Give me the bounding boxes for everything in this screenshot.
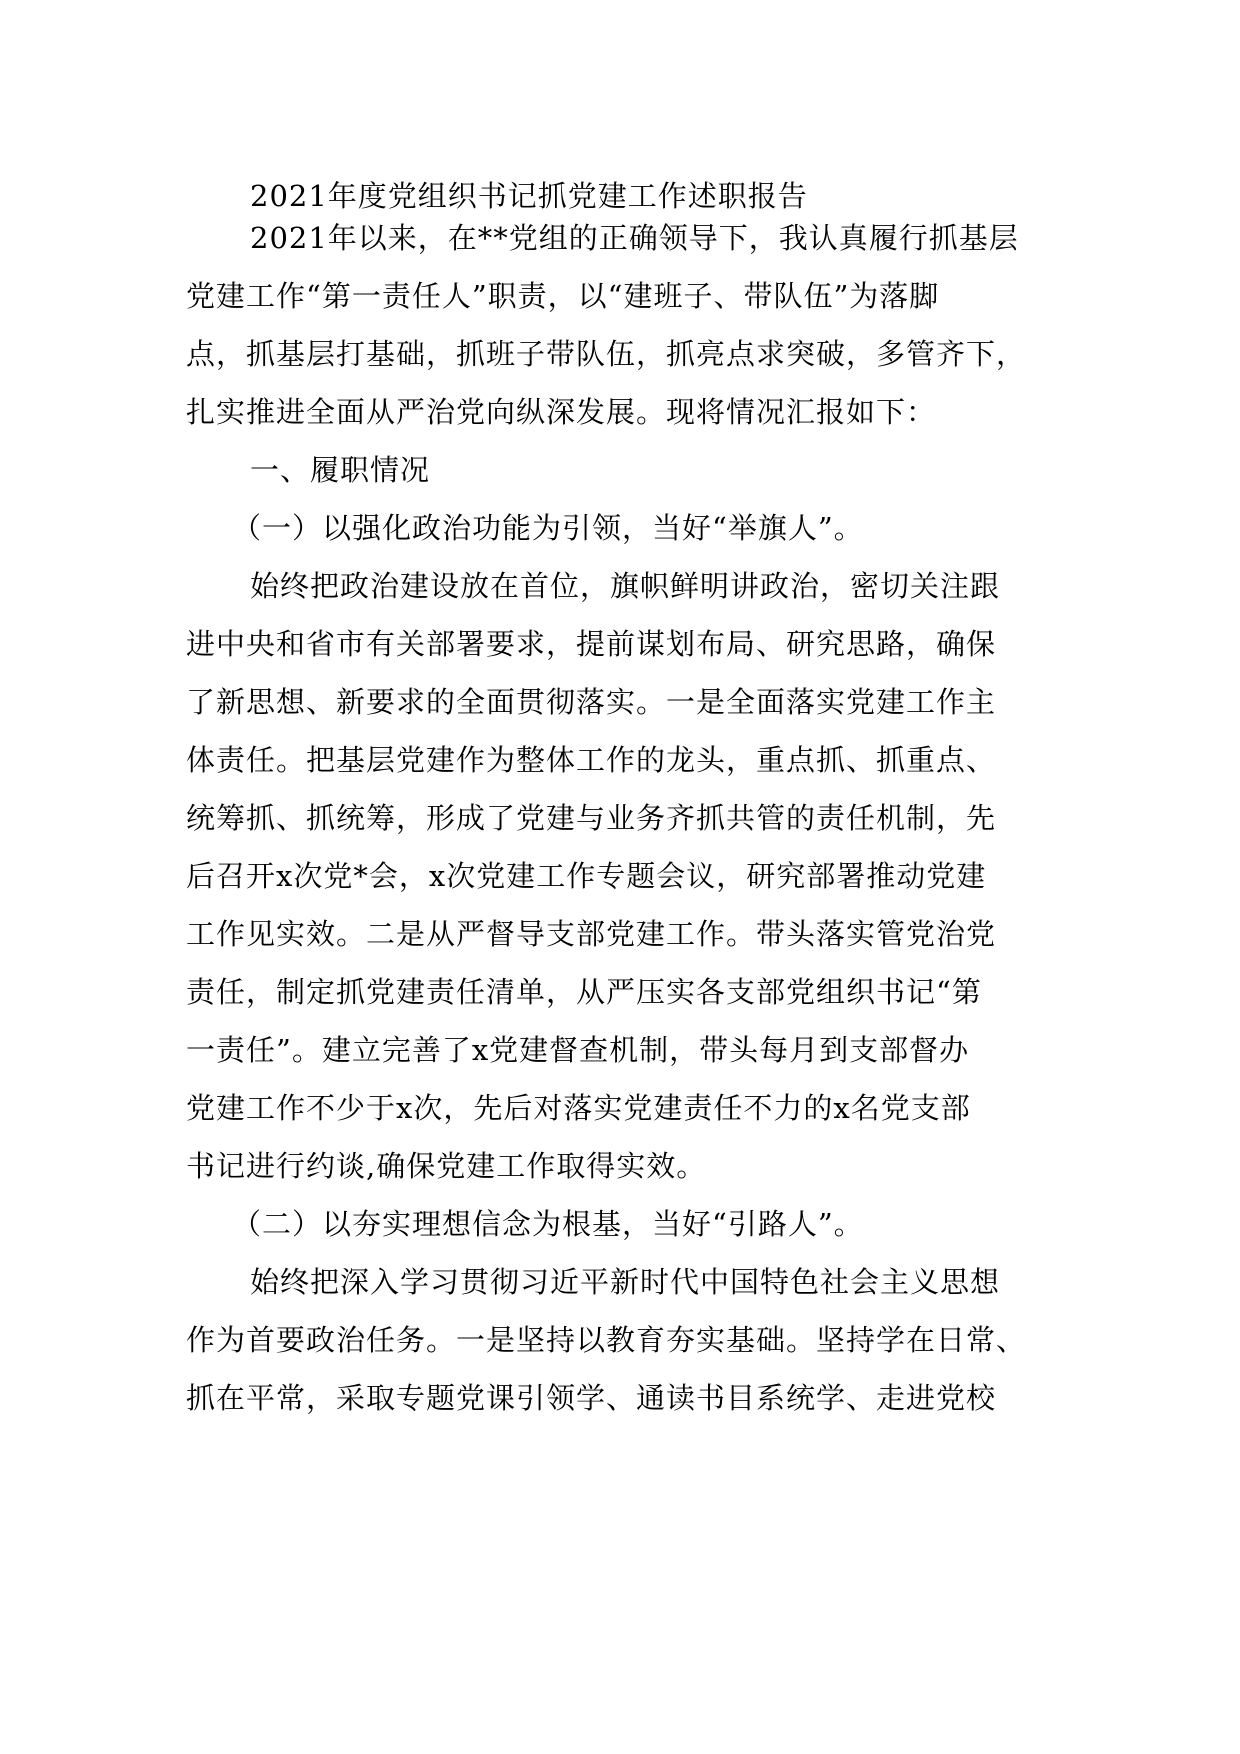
paragraph-line: 后召开x次党*会，x次党建工作专题会议，研究部署推动党建	[186, 859, 987, 893]
paragraph-line: 进中央和省市有关部署要求，提前谋划布局、研究思路，确保	[186, 627, 997, 661]
paragraph-line: 书记进行约谈,确保党建工作取得实效。	[186, 1149, 707, 1183]
paragraph-line: 点，抓基层打基础，抓班子带队伍，抓亮点求突破，多管齐下，	[186, 337, 1027, 371]
subsection-heading: （二）以夯实理想信念为根基，当好“引路人”。	[232, 1207, 864, 1241]
paragraph-line: 党建工作不少于x次，先后对落实党建责任不力的x名党支部	[186, 1091, 971, 1125]
paragraph-line: 始终把政治建设放在首位，旗帜鲜明讲政治，密切关注跟	[250, 569, 1001, 603]
paragraph-line: 了新思想、新要求的全面贯彻落实。一是全面落实党建工作主	[186, 685, 997, 719]
paragraph-line: 统筹抓、抓统筹，形成了党建与业务齐抓共管的责任机制，先	[186, 801, 997, 835]
subsection-heading: （一）以强化政治功能为引领，当好“举旗人”。	[232, 511, 864, 545]
paragraph-line: 党建工作“第一责任人”职责，以“建班子、带队伍”为落脚	[186, 279, 940, 313]
section-heading: 一、履职情况	[250, 453, 431, 487]
paragraph-line: 工作见实效。二是从严督导支部党建工作。带头落实管党治党	[186, 917, 997, 951]
paragraph-line: 作为首要政治任务。一是坚持以教育夯实基础。坚持学在日常、	[186, 1323, 1027, 1357]
paragraph-line: 抓在平常，采取专题党课引领学、通读书目系统学、走进党校	[186, 1381, 997, 1415]
paragraph-line: 2021年以来，在**党组的正确领导下，我认真履行抓基层	[250, 221, 1019, 255]
paragraph-line: 扎实推进全面从严治党向纵深发展。现将情况汇报如下：	[186, 395, 937, 429]
paragraph-line: 体责任。把基层党建作为整体工作的龙头，重点抓、抓重点、	[186, 743, 997, 777]
paragraph-line: 责任，制定抓党建责任清单，从严压实各支部党组织书记“第	[186, 975, 982, 1009]
paragraph-line: 一责任”。建立完善了x党建督查机制，带头每月到支部督办	[186, 1033, 970, 1067]
document-title: 2021年度党组织书记抓党建工作述职报告	[250, 179, 808, 213]
paragraph-line: 始终把深入学习贯彻习近平新时代中国特色社会主义思想	[250, 1265, 1001, 1299]
